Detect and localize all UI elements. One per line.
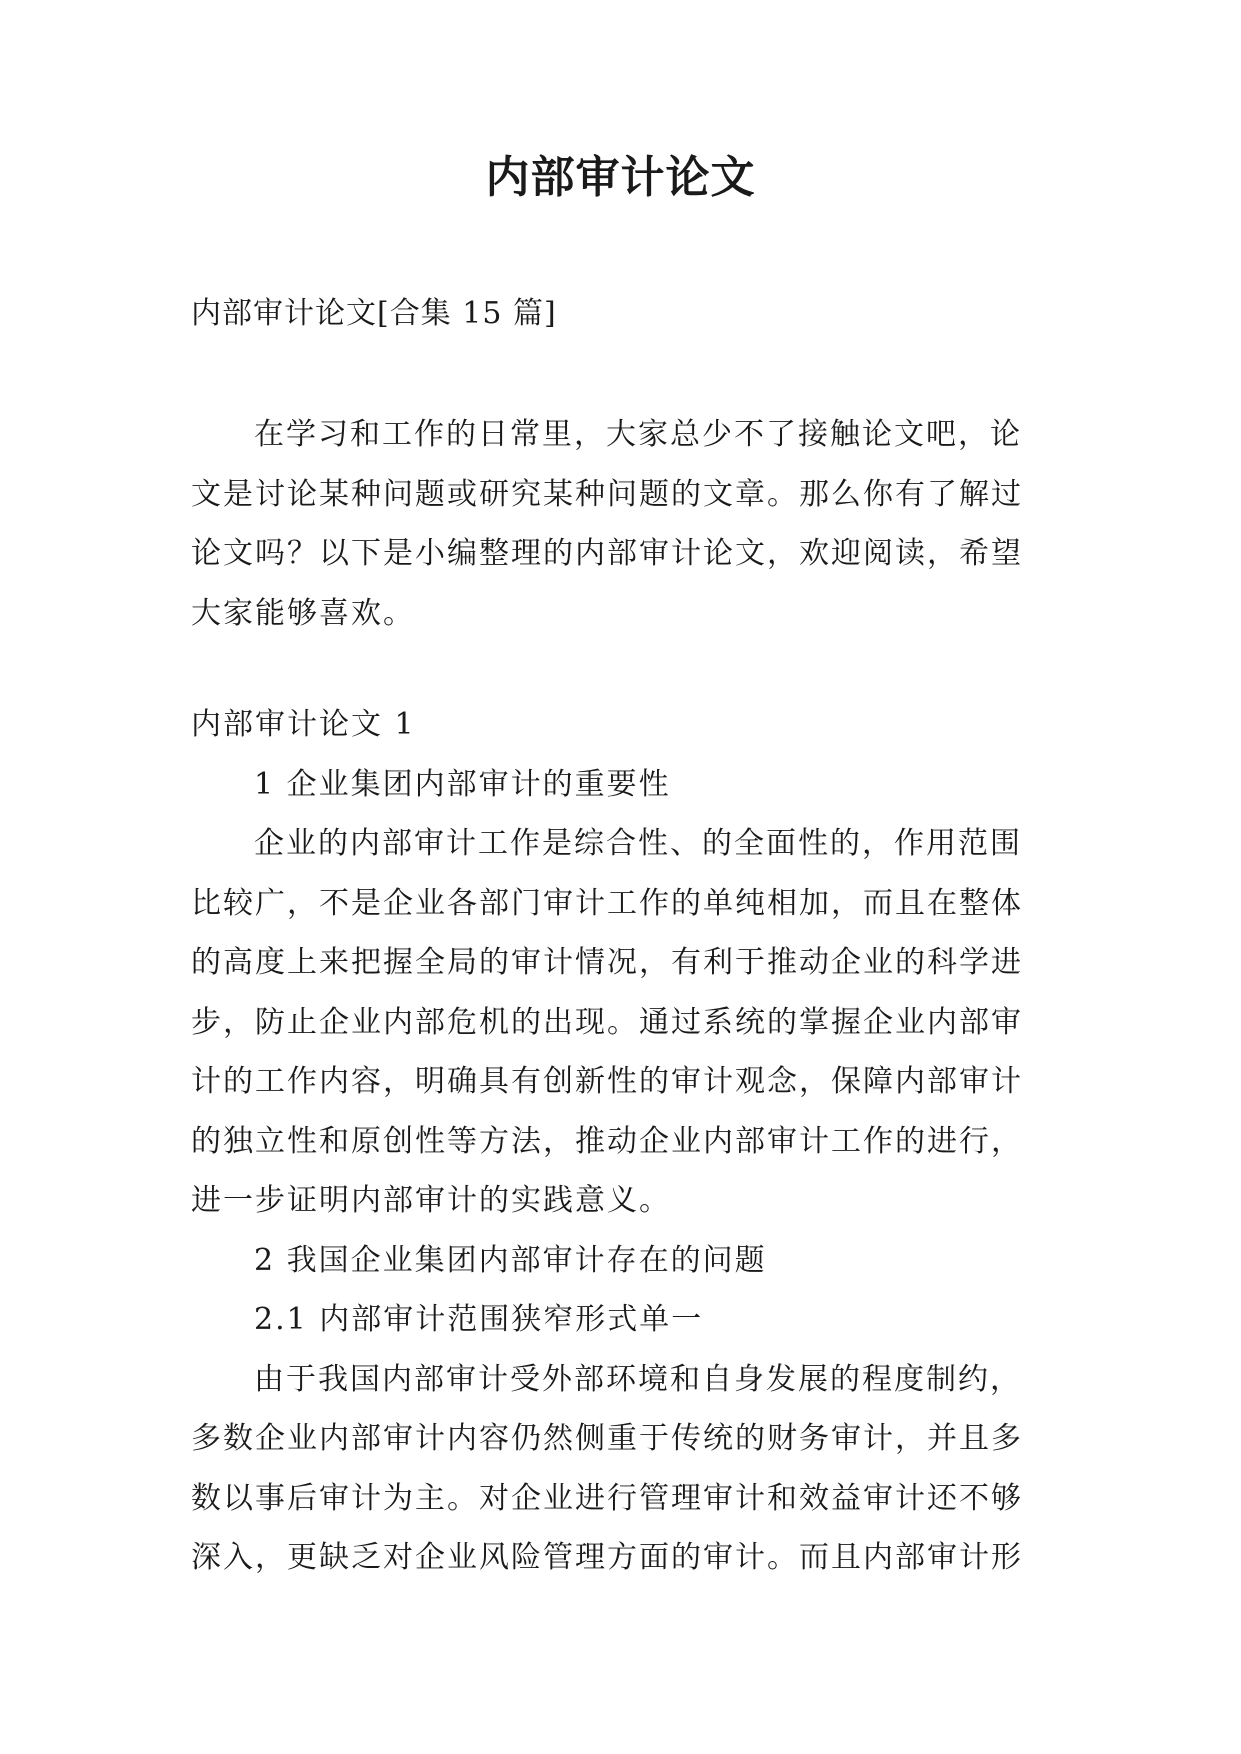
body-paragraph: 企业的内部审计工作是综合性、的全面性的，作用范围比较广，不是企业各部门审计工作的单纯相加，而且在整体的高度上来把握全局的审计情况，有利于推动企业的科学进步，防止企业内部危机的出现。通过系统的掌握企业内部审计的工作内容，明确具有创新性的审计观念，保障内部审计的独立性和原创性等方法，推动企业内部审计工作的进行，进一步证明内部审计的实践意义。 [191, 826, 1023, 1218]
article-body [191, 695, 1053, 1588]
section-heading: 2 我国企业集团内部审计存在的问题 [254, 1242, 767, 1278]
subsection-heading: 2.1 内部审计范围狭窄形式单一 [254, 1302, 704, 1337]
document-title: 内部审计论文 [485, 152, 756, 203]
document-subtitle: 内部审计论文[合集 15 篇] [191, 296, 557, 331]
body-paragraph: 由于我国内部审计受外部环境和自身发展的程度制约，多数企业内部审计内容仍然侧重于传统的财务审计，并且多数以事后审计为主。对企业进行管理审计和效益审计还不够深入，更缺乏对企业风险管理方面的审计。而且内部审计形 [191, 1361, 1023, 1575]
intro-paragraph: 在学习和工作的日常里，大家总少不了接触论文吧，论文是讨论某种问题或研究某种问题的文章。那么你有了解过论文吗？以下是小编整理的内部审计论文，欢迎阅读，希望大家能够喜欢。 [191, 417, 1023, 631]
section-heading: 1 企业集团内部审计的重要性 [254, 766, 671, 802]
article-heading: 内部审计论文 1 [191, 707, 416, 742]
intro-section [191, 405, 1053, 643]
